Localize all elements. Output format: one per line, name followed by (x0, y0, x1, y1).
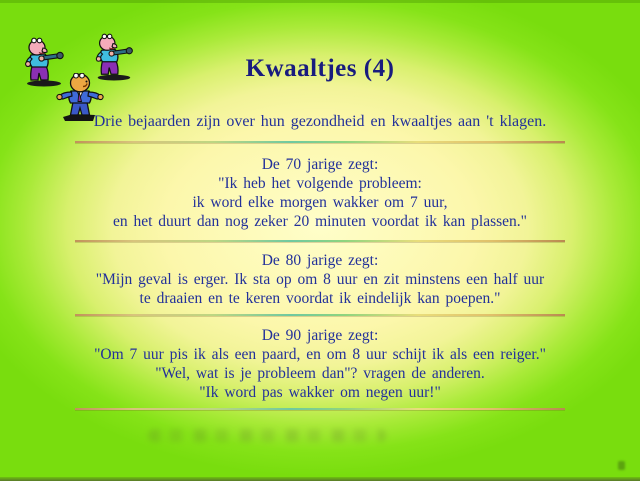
joke-line: "Wel, wat is je probleem dan"? vragen de anderen. (155, 365, 485, 382)
section-divider (75, 141, 565, 143)
section-divider (75, 240, 565, 242)
section-divider (75, 314, 565, 316)
section-divider (75, 408, 565, 410)
joke-line: "Ik word pas wakker om negen uur!" (199, 384, 441, 401)
intro-line: Drie bejaarden zijn over hun gezondheid en kwaaltjes aan 't klagen. (93, 113, 547, 130)
slide-bottom-edge (0, 477, 640, 481)
joke-line: en het duurt dan nog zeker 20 minuten voordat ik kan plassen." (112, 213, 527, 230)
joke-section-80 (0, 251, 640, 308)
page-corner-mark (618, 461, 625, 470)
joke-line: te draaien en te keren voordat ik eindelijk kan poepen." (139, 290, 501, 307)
section-heading: De 70 jarige zegt: (261, 156, 379, 173)
joke-line: ik word elke morgen wakker om 7 uur, (192, 194, 448, 211)
joke-line: "Ik heb het volgende probleem: (218, 175, 422, 192)
section-heading: De 80 jarige zegt: (261, 252, 379, 269)
joke-line: "Mijn geval is erger. Ik sta op om 8 uur en zit minstens een half uur (95, 271, 545, 288)
joke-section-70 (0, 155, 640, 231)
joke-section-90 (0, 326, 640, 402)
section-heading: De 90 jarige zegt: (261, 327, 379, 344)
page-title: Kwaaltjes (4) (245, 55, 395, 82)
slide-top-edge (0, 0, 640, 3)
faint-watermark (148, 429, 386, 442)
joke-line: "Om 7 uur pis ik als een paard, en om 8 uur schijt ik als een reiger." (94, 346, 546, 363)
